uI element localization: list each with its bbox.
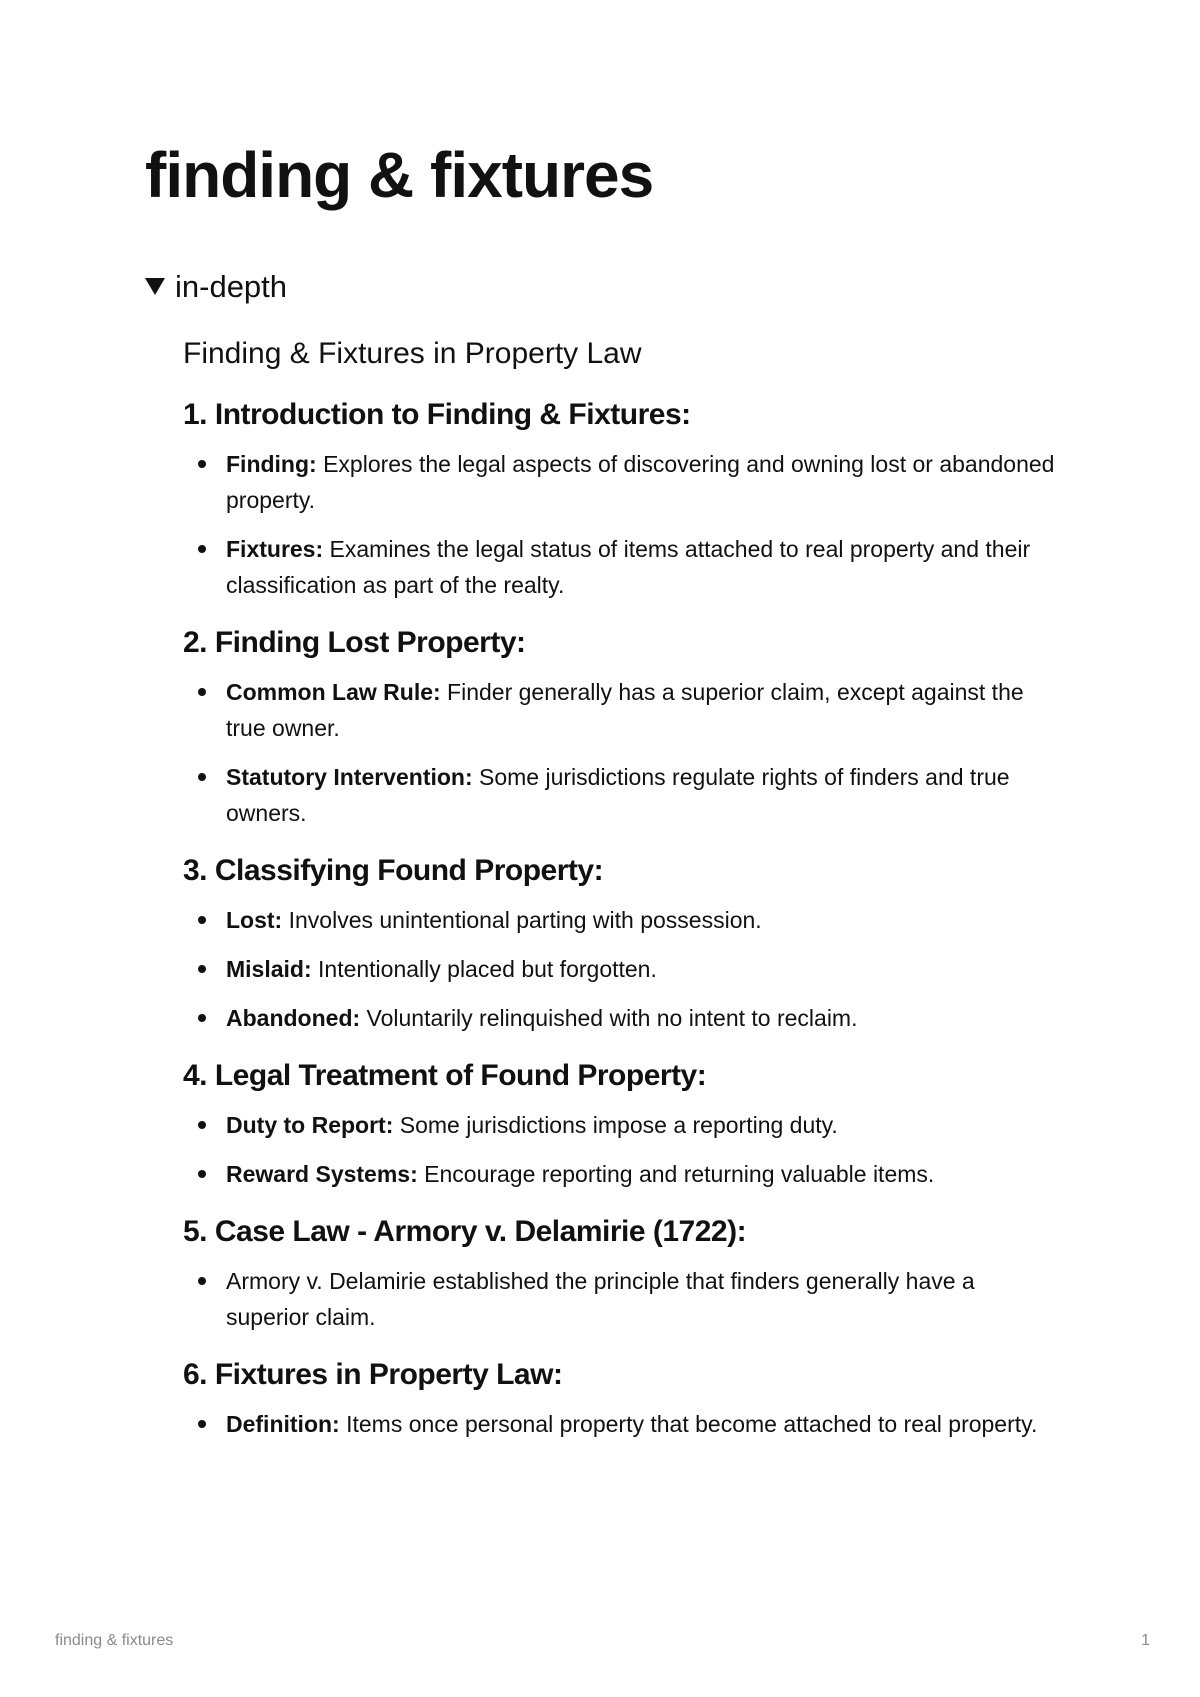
list-item [183,1156,1063,1192]
bullet-list [183,446,1063,603]
item-text: Some jurisdictions regulate rights of finders and true owners. [226,763,1010,826]
item-text: Intentionally placed but forgotten. [311,955,657,982]
item-text: Examines the legal status of items attached to real property and their classification as part of the realty. [226,535,1031,598]
bullet-list [183,674,1063,831]
item-term: Abandoned: [226,1004,361,1031]
list-item [183,531,1063,603]
section-heading: 6. Fixtures in Property Law: [183,1357,563,1391]
item-text: Armory v. Delamirie established the principle that finders generally have a superior claim. [226,1267,975,1330]
bullet-list [183,1263,1063,1335]
item-term: Mislaid: [226,955,312,982]
item-text: Involves unintentional parting with possession. [282,906,762,933]
item-text: Voluntarily relinquished with no intent to reclaim. [360,1004,858,1031]
bullet-icon [198,545,206,553]
section-classifying-found-property [183,851,1063,1036]
footer-document-title: finding & fixtures [55,1632,174,1649]
section-heading: 5. Case Law - Armory v. Delamirie (1722): [183,1214,747,1248]
section-heading: 4. Legal Treatment of Found Property: [183,1058,707,1092]
section-fixtures [183,1355,1063,1442]
section-case-law [183,1212,1063,1335]
item-text: Explores the legal aspects of discovering and owning lost or abandoned property. [226,450,1055,513]
list-item [183,759,1063,831]
list-item [183,1107,1063,1143]
bullet-list [183,1406,1063,1442]
list-item [183,1263,1063,1335]
bullet-icon [198,1170,206,1178]
item-term: Duty to Report: [226,1111,394,1138]
toggle-in-depth[interactable] [145,268,287,305]
item-text: Items once personal property that become attached to real property. [339,1410,1038,1437]
item-text: Finder generally has a superior claim, except against the true owner. [226,678,1024,741]
list-item [183,1406,1063,1442]
item-term: Statutory Intervention: [226,763,473,790]
bullet-icon [198,916,206,924]
list-item [183,446,1063,518]
list-item [183,1000,1063,1036]
document-subtitle: Finding & Fixtures in Property Law [183,337,642,370]
bullet-icon [198,1277,206,1285]
section-legal-treatment [183,1056,1063,1192]
section-heading: 3. Classifying Found Property: [183,853,604,887]
list-item [183,674,1063,746]
section-finding-lost-property [183,623,1063,831]
item-term: Common Law Rule: [226,678,441,705]
item-term: Reward Systems: [226,1160,418,1187]
item-text: Encourage reporting and returning valuable items. [417,1160,935,1187]
bullet-icon [198,1420,206,1428]
item-term: Finding: [226,450,317,477]
list-item [183,951,1063,987]
bullet-icon [198,965,206,973]
section-introduction [183,395,1063,603]
section-heading: 2. Finding Lost Property: [183,625,526,659]
bullet-icon [198,1121,206,1129]
bullet-list [183,902,1063,1036]
list-item [183,902,1063,938]
bullet-icon [198,773,206,781]
item-term: Fixtures: [226,535,324,562]
bullet-icon [198,1014,206,1022]
item-term: Definition: [226,1410,340,1437]
bullet-list [183,1107,1063,1192]
item-term: Lost: [226,906,283,933]
toggle-label: in-depth [175,269,288,304]
triangle-down-icon[interactable] [145,278,165,295]
toggle-content [183,335,1063,1462]
page-title: finding & fixtures [145,139,654,211]
footer-page-number: 1 [1141,1632,1150,1649]
section-heading: 1. Introduction to Finding & Fixtures: [183,397,691,431]
bullet-icon [198,460,206,468]
bullet-icon [198,688,206,696]
item-text: Some jurisdictions impose a reporting duty. [393,1111,838,1138]
